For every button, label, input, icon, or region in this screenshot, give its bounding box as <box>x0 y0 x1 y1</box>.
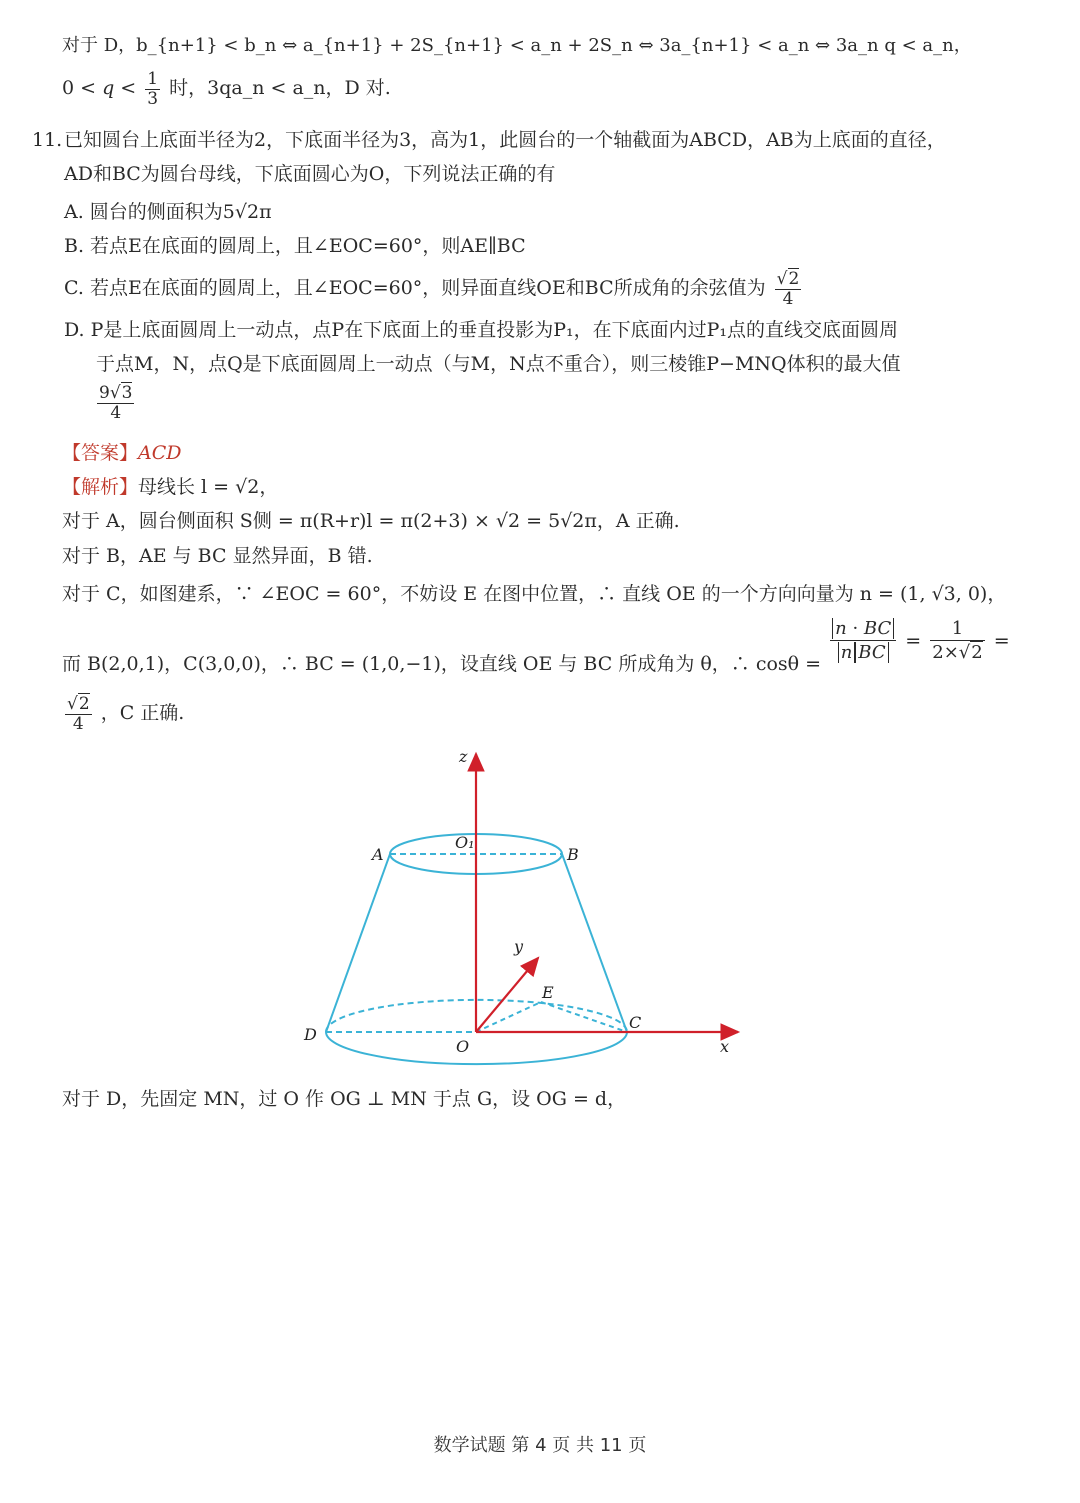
fraction-dot-over-norms: $\frac{n \cdot BC}{\text{n BC}}$ <box>830 617 896 665</box>
label-z: z <box>459 747 468 766</box>
fraction-1-over-2root2: $\frac{1}{2\times√2}$ <box>932 618 983 664</box>
analysis-c-2: 而 B(2,0,1)，C(3,0,0)，∴ BC = (1,0,−1)，设直线 OE 与 BC 所成角为 θ，∴ cosθ = $\frac{n \cdot BC}{\text{n BC}}$ = $\frac{1}{2\times√2}$ = <box>62 618 1010 675</box>
y-axis <box>476 958 538 1032</box>
answer-label: 【答案】 <box>62 442 139 464</box>
fraction-root2-over-4-result: $\frac{√2}{4}$ <box>67 694 90 734</box>
inequality-q: 0 < q < <box>62 77 137 100</box>
option-c-text: C. 若点E在底面的圆周上，且∠EOC=60°，则异面直线OE和BC所成角的余弦值为 <box>64 277 766 300</box>
option-d-line-2: 于点M，N，点Q是下底面圆周上一动点（与M，N点不重合），则三棱锥P−MNQ体积的最大值 <box>96 353 901 375</box>
question-stem-1: 已知圆台上底面半径为2，下底面半径为3，高为1，此圆台的一个轴截面为ABCD，AB为上底面的直径， <box>64 129 946 151</box>
frustum-figure <box>0 740 1080 1080</box>
analysis-a: 对于 A，圆台侧面积 S侧 = π(R+r)l = π(2+3) × √2 = 5√2π，A 正确. <box>62 510 680 532</box>
segment-oe <box>476 1002 541 1032</box>
analysis-c-3-text: ，C 正确. <box>100 702 185 725</box>
bottom-base-front-arc <box>326 1032 627 1064</box>
option-a: A. 圆台的侧面积为5√2π <box>64 201 272 223</box>
fraction-root2-over-4: $\frac{√2}{4}$ <box>776 269 800 309</box>
label-o: O <box>456 1037 470 1056</box>
prev-solution-line-2 <box>62 70 391 108</box>
label-c: C <box>629 1013 642 1032</box>
generatrix-ad <box>326 854 390 1032</box>
label-o1: O₁ <box>455 833 475 852</box>
label-e: E <box>542 983 554 1002</box>
analysis-d: 对于 D，先固定 MN，过 O 作 OG ⊥ MN 于点 G，设 OG = d， <box>62 1088 627 1110</box>
question-number: 11. <box>32 129 63 151</box>
analysis-row <box>62 478 278 497</box>
question-stem-2: AD和BC为圆台母线，下底面圆心为O，下列说法正确的有 <box>64 163 556 185</box>
label-d: D <box>304 1025 317 1044</box>
label-a: A <box>372 845 384 864</box>
answer-row <box>62 444 182 463</box>
segment-ec <box>541 1002 627 1032</box>
analysis-c-1: 对于 C，如图建系，∵ ∠EOC = 60°，不妨设 E 在图中位置，∴ 直线 OE 的一个方向向量为 n = (1, √3, 0)， <box>62 583 1007 605</box>
label-y: y <box>514 937 524 956</box>
page-footer: 数学试题 第 4 页 共 11 页 <box>433 1435 647 1456</box>
option-c <box>64 270 804 308</box>
label-b: B <box>567 845 579 864</box>
analysis-c-3 <box>62 695 184 733</box>
option-b: B. 若点E在底面的圆周上，且∠EOC=60°，则AE∥BC <box>64 235 526 257</box>
fraction-one-third: $\frac{1}{3}$ <box>147 69 159 109</box>
prev-solution-line-1: 对于 D，b_{n+1} < b_n ⇔ a_{n+1} + 2S_{n+1} < a_n + 2S_n ⇔ 3a_{n+1} < a_n ⇔ 3a_n q < a_n， <box>62 35 972 56</box>
analysis-label: 【解析】 <box>62 476 139 498</box>
option-d-line-1: D. P是上底面圆周上一动点，点P在下底面上的垂直投影为P₁，在下底面内过P₁点的直线交底面圆周 <box>64 319 899 341</box>
option-d-value <box>94 384 137 422</box>
answer-value: ACD <box>138 442 182 464</box>
analysis-line-1: 母线长 l = √2， <box>138 476 279 498</box>
prev-conclusion: 时，3qa_n < a_n，D 对. <box>169 77 391 100</box>
generatrix-bc <box>562 854 627 1032</box>
fraction-9root3-over-4: $\frac{9√3}{4}$ <box>99 383 133 423</box>
analysis-c-2-text: 而 B(2,0,1)，C(3,0,0)，∴ BC = (1,0,−1)，设直线 OE 与 BC 所成角为 θ，∴ cosθ = <box>62 652 822 675</box>
analysis-b: 对于 B，AE 与 BC 显然异面，B 错. <box>62 545 373 567</box>
label-x: x <box>720 1037 730 1056</box>
